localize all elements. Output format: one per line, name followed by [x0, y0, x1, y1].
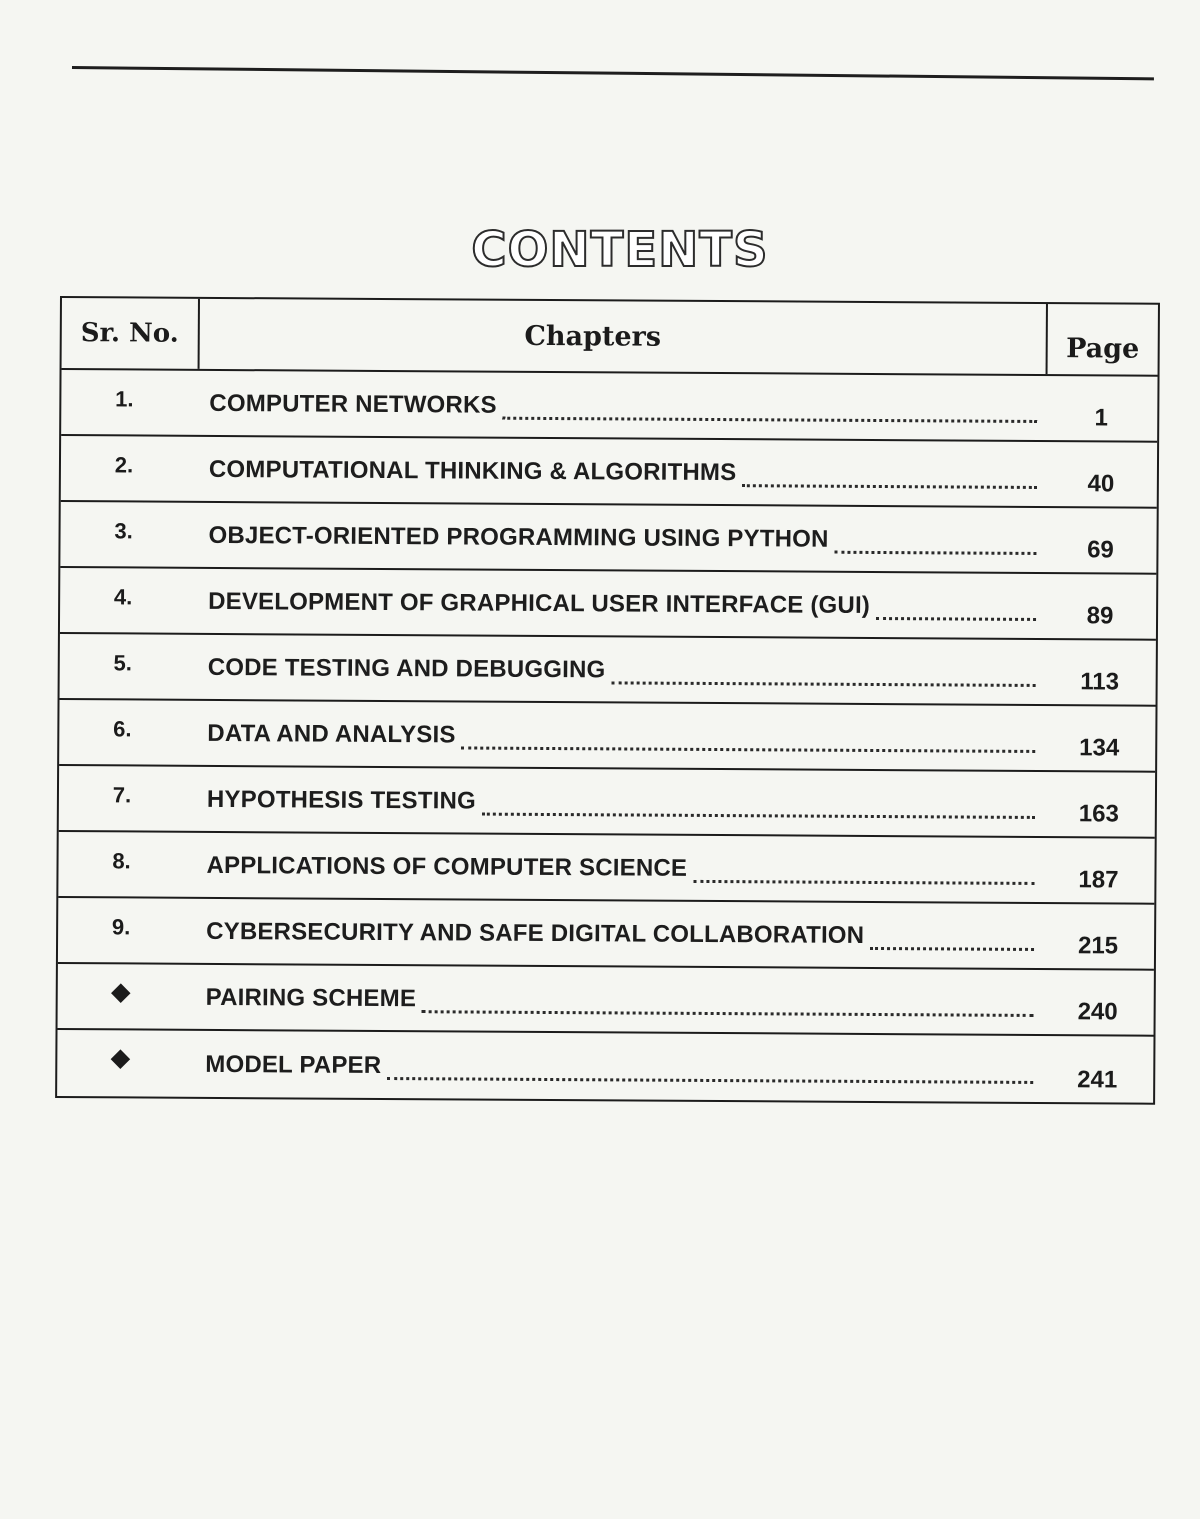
dot-leader [503, 392, 1038, 422]
chapter-title: CODE TESTING AND DEBUGGING [207, 653, 606, 684]
row-number: 8. [112, 848, 131, 874]
row-number: 5. [113, 650, 133, 676]
dot-leader [870, 922, 1034, 950]
row-number: 6. [113, 716, 132, 742]
row-number: 9. [111, 914, 131, 940]
table-row[interactable] [60, 634, 1156, 707]
row-number: 4. [113, 584, 133, 610]
dot-leader [422, 986, 1034, 1017]
dot-leader [876, 592, 1036, 620]
chapter-title: MODEL PAPER [205, 1050, 382, 1079]
top-rule [72, 66, 1154, 80]
row-number: 2. [114, 452, 134, 478]
chapter-title: PAIRING SCHEME [205, 983, 417, 1013]
diamond-bullet-icon: ◆ [111, 978, 131, 1006]
page-number: 1 [1094, 404, 1109, 432]
row-number: 3. [114, 518, 133, 544]
chapter-title: DEVELOPMENT OF GRAPHICAL USER INTERFACE (GUI) [208, 587, 871, 619]
header-chapters: Chapters [524, 320, 662, 353]
dot-leader [462, 722, 1036, 753]
header-sr-no: Sr. No. [62, 298, 200, 369]
contents-table [55, 296, 1160, 1105]
dot-leader [611, 657, 1035, 687]
page-number: 134 [1079, 734, 1120, 762]
diamond-bullet-icon: ◆ [111, 1044, 130, 1072]
row-number: 7. [112, 782, 132, 808]
table-row[interactable] [58, 898, 1154, 971]
page-number: 40 [1087, 470, 1115, 498]
table-row[interactable] [61, 370, 1157, 443]
page-number: 69 [1087, 536, 1114, 564]
page-number: 215 [1077, 932, 1119, 960]
page-number: 163 [1078, 800, 1119, 828]
page-number: 240 [1077, 998, 1118, 1026]
header-page: Page [1046, 304, 1158, 375]
table-row[interactable] [59, 700, 1155, 773]
table-row[interactable] [61, 436, 1157, 509]
page-number: 113 [1080, 668, 1120, 696]
row-bullet [58, 964, 194, 1029]
chapter-title: COMPUTATIONAL THINKING & ALGORITHMS [208, 455, 737, 487]
row-bullet [57, 1030, 193, 1097]
table-row[interactable] [57, 1030, 1153, 1103]
table-row[interactable] [60, 568, 1156, 641]
row-number: 1. [115, 386, 134, 412]
page-number: 89 [1086, 602, 1114, 630]
table-row[interactable] [59, 766, 1155, 839]
page-number: 187 [1078, 866, 1119, 894]
dot-leader [387, 1053, 1033, 1084]
table-row[interactable] [60, 502, 1156, 575]
chapter-title: CYBERSECURITY AND SAFE DIGITAL COLLABORATION [206, 917, 865, 949]
chapter-title: APPLICATIONS OF COMPUTER SCIENCE [206, 851, 688, 882]
dot-leader [693, 855, 1035, 884]
chapter-title: HYPOTHESIS TESTING [206, 785, 476, 815]
chapter-title: OBJECT-ORIENTED PROGRAMMING USING PYTHON [208, 521, 829, 553]
dot-leader [482, 788, 1035, 818]
chapter-title: DATA AND ANALYSIS [207, 719, 456, 749]
page-number: 241 [1077, 1066, 1118, 1094]
chapter-title: COMPUTER NETWORKS [209, 389, 497, 419]
dot-leader [834, 526, 1036, 554]
table-row[interactable] [58, 832, 1154, 905]
table-row[interactable] [58, 964, 1154, 1037]
page-title: CONTENTS [471, 222, 769, 278]
table-header [62, 298, 1158, 377]
dot-leader [742, 460, 1037, 489]
